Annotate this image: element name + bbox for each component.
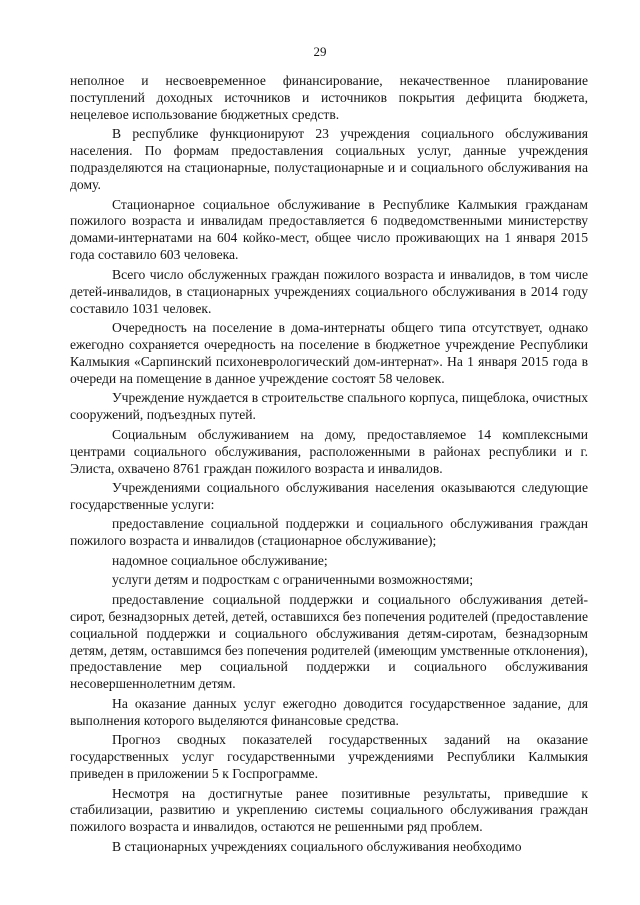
paragraph: Прогноз сводных показателей государственных заданий на оказание государственных услуг государственными учреждениями Республики Калмыкия приведен в приложении 5 к Госпрограмме. [70,732,588,782]
paragraph: В стационарных учреждениях социального обслуживания необходимо [112,838,522,854]
paragraph: неполное и несвоевременное финансирование, некачественное планирование поступлений доходных источников и источников покрытия дефицита бюджета, нецелевое использование бюджетных средств. [70,73,588,122]
paragraph: Стационарное социальное обслуживание в Республике Калмыкия гражданам пожилого возраста и инвалидам предоставляется 6 подведомственными министерству домами-интернатами на 604 койко-мест, общее число проживающих на 1 января 2015 года составило 603 человека. [70,196,588,263]
paragraph: На оказание данных услуг ежегодно доводится государственное задание, для выполнения которого выделяются финансовые средства. [70,695,588,728]
list-item: предоставление социальной поддержки и социального обслуживания граждан пожилого возраста и инвалидов (стационарное обслуживание); [70,516,588,549]
paragraph: Учреждениями социального обслуживания населения оказываются следующие государственные услуги: [70,480,588,512]
page-number: 29 [313,44,327,59]
list-item: надомное социальное обслуживание; [112,552,328,568]
paragraph: Социальным обслуживанием на дому, предоставляемое 14 комплексными центрами социального обслуживания, расположенными в районах республики и г. Элиста, охвачено 8761 граждан пожилого возраста и инвалидов. [70,426,588,476]
paragraph: Учреждение нуждается в строительстве спального корпуса, пищеблока, очистных сооружений, подъездных путей. [70,390,588,423]
list-item: услуги детям и подросткам с ограниченными возможностями; [112,572,474,588]
paragraph: В республике функционируют 23 учреждения социального обслуживания населения. По формам предоставления социальных услуг, данные учреждения подразделяются на стационарные, полустационарные и и социального обслуживания на дому. [70,126,588,193]
document-body [70,73,588,858]
paragraph: Несмотря на достигнутые ранее позитивные результаты, приведшие к стабилизации, развитию и укреплению системы социального обслуживания граждан пожилого возраста и инвалидов, остаются не решенными ряд проблем. [70,785,588,835]
list-item: предоставление социальной поддержки и социального обслуживания детей-сирот, безнадзорных детей, детей, оставшихся без попечения родителей (предоставление социальной поддержки и социального обслуживания детям-сиротам, безнадзорным детям, детям, оставшимся без попечения родителей (имеющим умственные отклонения), предоставление мер социальной поддержки и социального обслуживания несовершеннолетним детям. [70,591,588,692]
paragraph: Всего число обслуженных граждан пожилого возраста и инвалидов, в том числе детей-инвалидов, в стационарных учреждениях социального обслуживания в 2014 году составило 1031 человек. [70,266,588,316]
paragraph: Очередность на поселение в дома-интернаты общего типа отсутствует, однако ежегодно сохраняется очередность на поселение в бюджетное учреждение Республики Калмыкия «Сарпинский психоневрологический дом-интернат». На 1 января 2015 года в очереди на помещение в данное учреждение состоят 58 человек. [70,320,588,386]
